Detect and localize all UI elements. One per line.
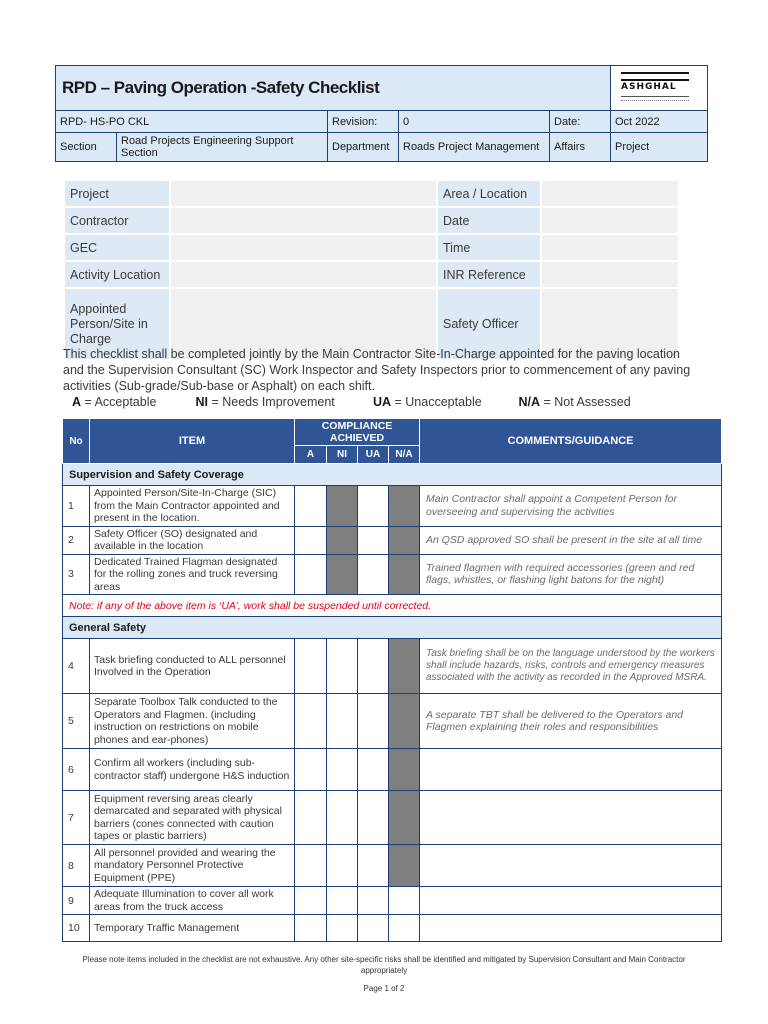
col-ni-header: NI [327,446,358,464]
cell-a[interactable] [295,915,327,942]
cell-a[interactable] [295,554,327,595]
field-activity-location[interactable] [171,262,436,287]
cell-na[interactable] [389,887,420,915]
row-no: 4 [63,639,90,694]
col-no-header: No [63,419,90,464]
row-item: Equipment reversing areas clearly demarcated and separated with physical barriers (cones connected with caution tapes or plastic barriers) [90,791,295,845]
row-no: 7 [63,791,90,845]
legend-ni-text: = Needs Improvement [207,395,335,409]
row-item: Adequate Illumination to cover all work areas from the truck access [90,887,295,915]
legend-na-text: = Not Assessed [539,395,631,409]
cell-na [389,639,420,694]
col-compliance-header: COMPLIANCE ACHIEVED [295,419,420,446]
cell-ua[interactable] [358,639,389,694]
row-comment [420,887,722,915]
cell-ni[interactable] [327,915,358,942]
cell-na [389,486,420,527]
doc-code: RPD- HS-PO CKL [56,111,328,133]
department-value: Roads Project Management [399,133,550,162]
section-supervision: Supervision and Safety Coverage [63,464,722,486]
cell-a[interactable] [295,639,327,694]
row-no: 8 [63,845,90,887]
affairs-label: Affairs [550,133,611,162]
row-item: Temporary Traffic Management [90,915,295,942]
page-number: Page 1 of 2 [363,984,405,993]
safety-checklist-table [62,418,722,942]
revision-value: 0 [399,111,550,133]
cell-ni[interactable] [327,845,358,887]
table-row [63,694,722,749]
cell-ni[interactable] [327,791,358,845]
row-no: 10 [63,915,90,942]
document-header [55,65,708,162]
cell-ua[interactable] [358,526,389,554]
footnote: Please note items included in the checklist are not exhaustive. Any other site-specific risks shall be identified and mitigated by Supervision Consultant and Main Contractor appropriately [82,955,686,975]
field-gec[interactable] [171,235,436,260]
col-a-header: A [295,446,327,464]
row-item: Appointed Person/Site-In-Charge (SIC) from the Main Contractor appointed and present in the location. [90,486,295,527]
section-value: Road Projects Engineering Support Section [117,133,328,162]
row-comment [420,791,722,845]
cell-na [389,845,420,887]
cell-ua[interactable] [358,915,389,942]
row-comment [420,749,722,791]
cell-a[interactable] [295,791,327,845]
row-no: 2 [63,526,90,554]
field-time[interactable] [542,235,678,260]
field-inr-reference[interactable] [542,262,678,287]
row-no: 5 [63,694,90,749]
project-info-grid [63,179,680,361]
cell-a[interactable] [295,694,327,749]
field-project[interactable] [171,181,436,206]
row-comment: A separate TBT shall be delivered to the Operators and Flagmen explaining their roles and responsibilities [420,694,722,749]
label-area-location: Area / Location [438,181,540,206]
table-row [63,526,722,554]
label-contractor: Contractor [65,208,169,233]
cell-na [389,749,420,791]
field-date[interactable] [542,208,678,233]
cell-ua[interactable] [358,845,389,887]
compliance-legend [72,395,712,409]
legend-a-text: = Acceptable [81,395,157,409]
label-gec: GEC [65,235,169,260]
cell-ua[interactable] [358,791,389,845]
col-na-header: N/A [389,446,420,464]
row-item: Dedicated Trained Flagman designated for the rolling zones and truck reversing areas [90,554,295,595]
cell-na [389,526,420,554]
ashghal-logo [611,66,708,111]
cell-ni [327,554,358,595]
row-no: 3 [63,554,90,595]
date-label: Date: [550,111,611,133]
row-item: Safety Officer (SO) designated and available in the location [90,526,295,554]
table-row [63,639,722,694]
row-item: Task briefing conducted to ALL personnel Involved in the Operation [90,639,295,694]
row-no: 6 [63,749,90,791]
label-inr-reference: INR Reference [438,262,540,287]
row-comment [420,845,722,887]
cell-a[interactable] [295,887,327,915]
table-row [63,749,722,791]
legend-a-key: A [72,395,82,409]
legend-ni-key: NI [195,395,208,409]
cell-ni[interactable] [327,749,358,791]
table-row [63,554,722,595]
legend-ua-text: = Unacceptable [391,395,482,409]
cell-na[interactable] [389,915,420,942]
row-comment: Task briefing shall be on the language understood by the workers shall include hazards, risks, controls and emergency measures associated with the activity as recorded in the Approved MSRA. [420,639,722,694]
label-project: Project [65,181,169,206]
field-contractor[interactable] [171,208,436,233]
revision-label: Revision: [328,111,399,133]
cell-a[interactable] [295,845,327,887]
label-time: Time [438,235,540,260]
cell-a[interactable] [295,486,327,527]
intro-paragraph: This checklist shall be completed jointly by the Main Contractor Site-In-Charge appointed for the paving location and the Supervision Consultant (SC) Work Inspector and Safety Inspectors prior to commencement of any paving activities (Sub-grade/Sub-base or Asphalt) on each shift. [63,347,691,393]
cell-a[interactable] [295,749,327,791]
document-title: RPD – Paving Operation -Safety Checklist [56,66,611,111]
row-item: Confirm all workers (including sub-contractor staff) undergone H&S induction [90,749,295,791]
row-comment: An QSD approved SO shall be present in the site at all time [420,526,722,554]
cell-a[interactable] [295,526,327,554]
suspension-note: Note: if any of the above item is ‘UA’, work shall be suspended until corrected. [63,595,722,617]
legend-na-key: N/A [518,395,540,409]
table-row [63,915,722,942]
row-comment [420,915,722,942]
cell-ni [327,526,358,554]
label-activity-location: Activity Location [65,262,169,287]
table-row [63,887,722,915]
cell-ua[interactable] [358,749,389,791]
label-appointed-person: Appointed Person/Site in Charge [65,289,169,359]
cell-na [389,554,420,595]
department-label: Department [328,133,399,162]
cell-ua[interactable] [358,694,389,749]
cell-ni[interactable] [327,639,358,694]
row-no: 1 [63,486,90,527]
col-comments-header: COMMENTS/GUIDANCE [420,419,722,464]
cell-ua[interactable] [358,887,389,915]
row-comment: Main Contractor shall appoint a Competent Person for overseeing and supervising the activities [420,486,722,527]
table-row [63,486,722,527]
row-no: 9 [63,887,90,915]
row-comment: Trained flagmen with required accessories (green and red flags, whistles, or flashing light batons for the night) [420,554,722,595]
cell-ua[interactable] [358,486,389,527]
row-item: Separate Toolbox Talk conducted to the Operators and Flagmen. (including instruction on restrictions on mobile phones and ear-phones) [90,694,295,749]
cell-ni[interactable] [327,694,358,749]
col-ua-header: UA [358,446,389,464]
cell-ua[interactable] [358,554,389,595]
label-date: Date [438,208,540,233]
table-row [63,791,722,845]
affairs-value: Project [611,133,708,162]
date-value: Oct 2022 [611,111,708,133]
cell-na [389,694,420,749]
row-item: All personnel provided and wearing the mandatory Personnel Protective Equipment (PPE) [90,845,295,887]
field-area-location[interactable] [542,181,678,206]
col-item-header: ITEM [90,419,295,464]
logo-text: ASHGHAL [621,82,677,92]
legend-ua-key: UA [372,395,392,409]
label-safety-officer: Safety Officer [438,289,540,359]
cell-na [389,791,420,845]
cell-ni[interactable] [327,887,358,915]
section-general-safety: General Safety [63,617,722,639]
cell-ni [327,486,358,527]
table-row [63,845,722,887]
section-label: Section [56,133,117,162]
